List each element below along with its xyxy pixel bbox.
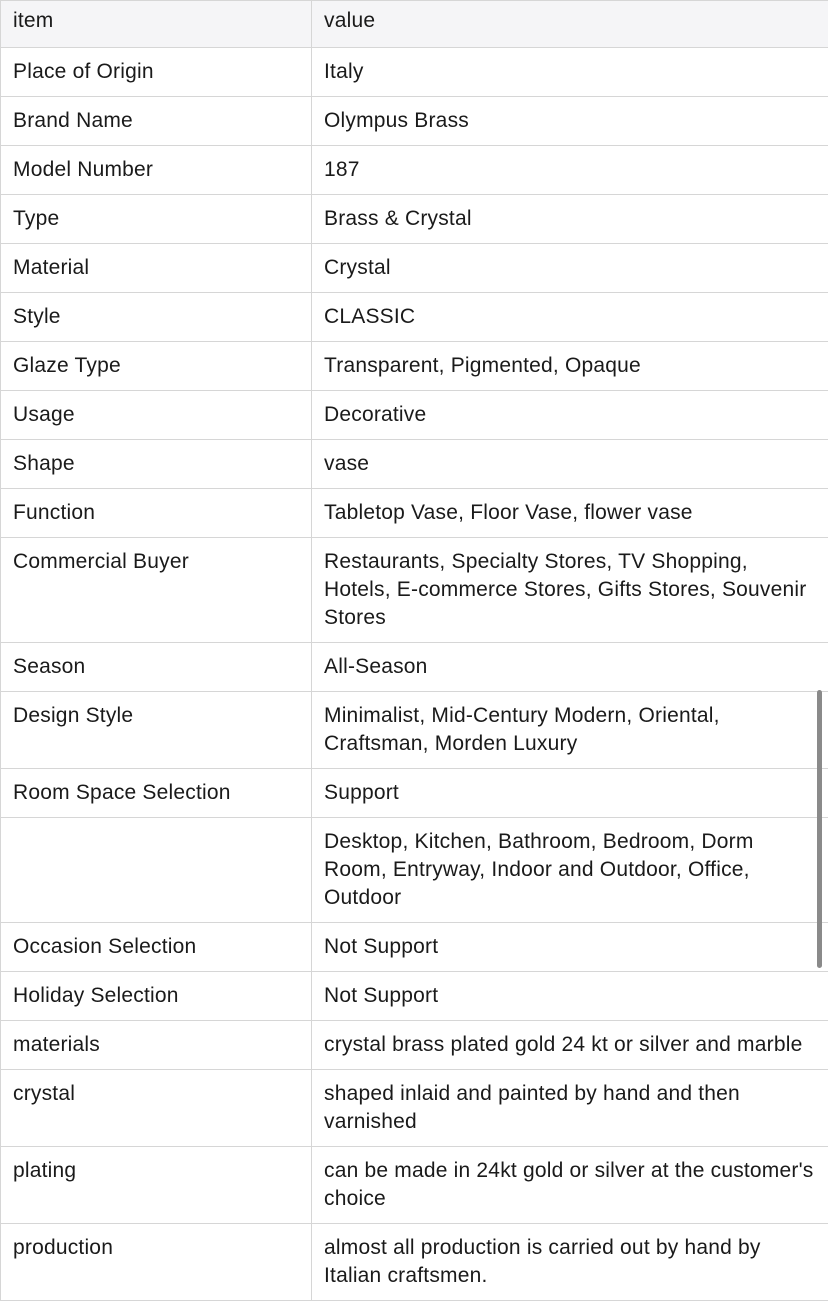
table-row <box>1 48 828 97</box>
value-cell: Decorative <box>312 391 828 440</box>
vertical-scrollbar[interactable] <box>817 690 822 968</box>
item-cell: Season <box>1 643 312 692</box>
value-cell: Minimalist, Mid-Century Modern, Oriental, Craftsman, Morden Luxury <box>312 692 828 769</box>
item-cell: Holiday Selection <box>1 972 312 1021</box>
table-row <box>1 1070 828 1147</box>
table-row <box>1 391 828 440</box>
value-cell: Not Support <box>312 923 828 972</box>
value-cell: Transparent, Pigmented, Opaque <box>312 342 828 391</box>
value-cell: vase <box>312 440 828 489</box>
value-cell: Brass & Crystal <box>312 195 828 244</box>
spec-table-body <box>1 1 828 1301</box>
value-cell: Crystal <box>312 244 828 293</box>
table-row <box>1 489 828 538</box>
table-row <box>1 818 828 923</box>
header-value-cell: value <box>312 1 828 48</box>
table-row <box>1 1021 828 1070</box>
table-row <box>1 923 828 972</box>
value-cell: almost all production is carried out by hand by Italian craftsmen. <box>312 1224 828 1301</box>
item-cell: Shape <box>1 440 312 489</box>
table-header-row <box>1 1 828 48</box>
value-cell: Desktop, Kitchen, Bathroom, Bedroom, Dorm Room, Entryway, Indoor and Outdoor, Office, Outdoor <box>312 818 828 923</box>
table-row <box>1 195 828 244</box>
table-row <box>1 1147 828 1224</box>
table-row <box>1 293 828 342</box>
item-cell: Usage <box>1 391 312 440</box>
value-cell: All-Season <box>312 643 828 692</box>
value-cell: shaped inlaid and painted by hand and then varnished <box>312 1070 828 1147</box>
item-cell: Brand Name <box>1 97 312 146</box>
item-cell: Function <box>1 489 312 538</box>
table-row <box>1 97 828 146</box>
item-cell: Glaze Type <box>1 342 312 391</box>
table-row <box>1 538 828 643</box>
table-row <box>1 692 828 769</box>
item-cell: Place of Origin <box>1 48 312 97</box>
item-cell: Design Style <box>1 692 312 769</box>
value-cell: crystal brass plated gold 24 kt or silver and marble <box>312 1021 828 1070</box>
item-cell: Model Number <box>1 146 312 195</box>
value-cell: CLASSIC <box>312 293 828 342</box>
table-row <box>1 342 828 391</box>
value-cell: Olympus Brass <box>312 97 828 146</box>
table-row <box>1 769 828 818</box>
table-row <box>1 1224 828 1301</box>
table-row <box>1 972 828 1021</box>
value-cell: Italy <box>312 48 828 97</box>
item-cell: production <box>1 1224 312 1301</box>
table-row <box>1 643 828 692</box>
item-cell: materials <box>1 1021 312 1070</box>
item-cell: Style <box>1 293 312 342</box>
value-cell: Not Support <box>312 972 828 1021</box>
value-cell: 187 <box>312 146 828 195</box>
value-cell: Restaurants, Specialty Stores, TV Shopping, Hotels, E-commerce Stores, Gifts Stores, Souvenir Stores <box>312 538 828 643</box>
value-cell: can be made in 24kt gold or silver at the customer's choice <box>312 1147 828 1224</box>
item-cell: Occasion Selection <box>1 923 312 972</box>
table-row <box>1 244 828 293</box>
value-cell: Tabletop Vase, Floor Vase, flower vase <box>312 489 828 538</box>
item-cell: Commercial Buyer <box>1 538 312 643</box>
table-row <box>1 146 828 195</box>
item-cell: Material <box>1 244 312 293</box>
header-item-cell: item <box>1 1 312 48</box>
table-row <box>1 440 828 489</box>
item-cell: plating <box>1 1147 312 1224</box>
value-cell: Support <box>312 769 828 818</box>
item-cell: Room Space Selection <box>1 769 312 818</box>
item-cell <box>1 818 312 923</box>
item-cell: Type <box>1 195 312 244</box>
item-cell: crystal <box>1 1070 312 1147</box>
